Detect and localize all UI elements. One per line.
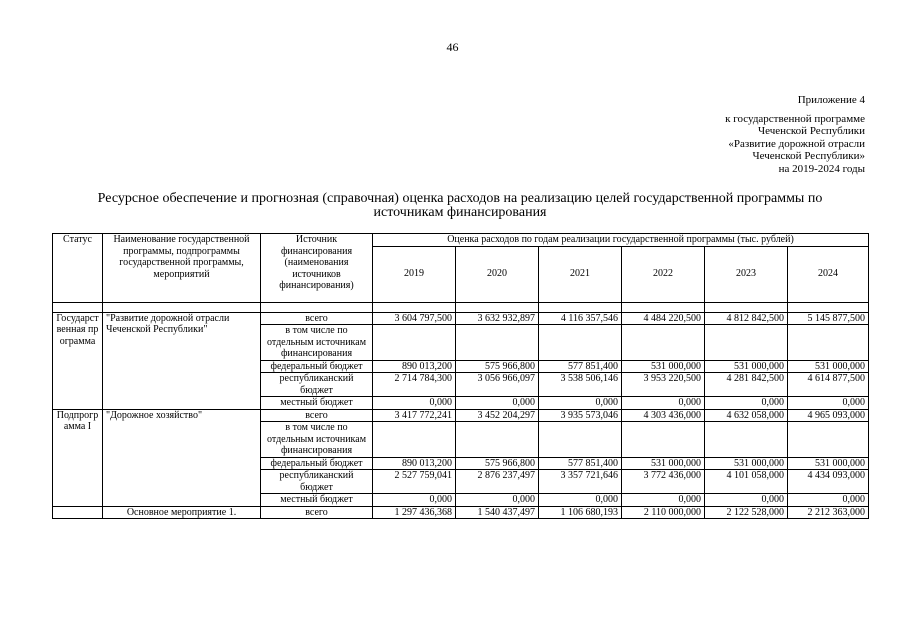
- value-cell: [456, 422, 539, 458]
- value-cell: 0,000: [373, 397, 456, 410]
- value-cell: 577 851,400: [539, 360, 622, 373]
- source-cell: республиканский бюджет: [261, 373, 373, 397]
- value-cell: 2 212 363,000: [788, 506, 869, 519]
- name-cell: Основное мероприятие 1.: [103, 506, 261, 519]
- value-cell: 531 000,000: [788, 457, 869, 470]
- header-source: Источник финансирования (наименования источников финансирования): [261, 234, 373, 303]
- name-cell: "Дорожное хозяйство": [103, 409, 261, 506]
- status-cell: Подпрограмма I: [53, 409, 103, 506]
- value-cell: [539, 325, 622, 361]
- value-cell: 4 812 842,500: [705, 312, 788, 325]
- header-year: 2020: [456, 246, 539, 302]
- value-cell: 0,000: [705, 397, 788, 410]
- value-cell: 4 614 877,500: [788, 373, 869, 397]
- value-cell: 575 966,800: [456, 360, 539, 373]
- value-cell: [373, 325, 456, 361]
- value-cell: 4 632 058,000: [705, 409, 788, 422]
- header-year: 2021: [539, 246, 622, 302]
- value-cell: 2 527 759,041: [373, 470, 456, 494]
- status-cell: [53, 506, 103, 519]
- header-year: 2019: [373, 246, 456, 302]
- document-title-line: источникам финансирования: [373, 205, 547, 220]
- appendix-line: «Развитие дорожной отрасли: [728, 137, 865, 150]
- value-cell: 0,000: [373, 494, 456, 507]
- spacer-row: [53, 302, 869, 312]
- value-cell: 0,000: [456, 397, 539, 410]
- value-cell: 531 000,000: [622, 457, 705, 470]
- value-cell: 4 101 058,000: [705, 470, 788, 494]
- value-cell: 3 452 204,297: [456, 409, 539, 422]
- value-cell: 0,000: [456, 494, 539, 507]
- table-row: [53, 312, 869, 325]
- value-cell: 577 851,400: [539, 457, 622, 470]
- value-cell: 3 935 573,046: [539, 409, 622, 422]
- value-cell: 2 110 000,000: [622, 506, 705, 519]
- value-cell: [788, 325, 869, 361]
- value-cell: [788, 422, 869, 458]
- value-cell: 5 145 877,500: [788, 312, 869, 325]
- source-cell: в том числе по отдельным источникам финансирования: [261, 422, 373, 458]
- value-cell: 1 106 680,193: [539, 506, 622, 519]
- value-cell: 4 281 842,500: [705, 373, 788, 397]
- document-title-line: Ресурсное обеспечение и прогнозная (справочная) оценка расходов на реализацию целей государственной программы по: [97, 191, 823, 206]
- value-cell: 0,000: [539, 494, 622, 507]
- value-cell: 4 303 436,000: [622, 409, 705, 422]
- value-cell: 0,000: [539, 397, 622, 410]
- value-cell: 2 122 528,000: [705, 506, 788, 519]
- value-cell: 0,000: [622, 397, 705, 410]
- value-cell: 3 417 772,241: [373, 409, 456, 422]
- value-cell: 4 434 093,000: [788, 470, 869, 494]
- value-cell: [622, 422, 705, 458]
- value-cell: 890 013,200: [373, 457, 456, 470]
- source-cell: всего: [261, 312, 373, 325]
- value-cell: 0,000: [788, 397, 869, 410]
- value-cell: 3 632 932,897: [456, 312, 539, 325]
- status-cell: Государственная программа: [53, 312, 103, 409]
- header-year: 2024: [788, 246, 869, 302]
- appendix-line: к государственной программе: [725, 112, 865, 125]
- value-cell: [373, 422, 456, 458]
- value-cell: 531 000,000: [705, 360, 788, 373]
- value-cell: 3 357 721,646: [539, 470, 622, 494]
- appendix-line: Чеченской Республики»: [752, 150, 865, 162]
- value-cell: 0,000: [788, 494, 869, 507]
- value-cell: [705, 422, 788, 458]
- header-name: Наименование государственной программы, подпрограммы государственной программы, мероприятий: [103, 234, 261, 303]
- value-cell: 1 297 436,368: [373, 506, 456, 519]
- source-cell: всего: [261, 506, 373, 519]
- value-cell: 3 604 797,500: [373, 312, 456, 325]
- value-cell: 4 116 357,546: [539, 312, 622, 325]
- source-cell: местный бюджет: [261, 494, 373, 507]
- header-status: Статус: [53, 234, 103, 303]
- value-cell: 0,000: [622, 494, 705, 507]
- value-cell: [539, 422, 622, 458]
- value-cell: 3 772 436,000: [622, 470, 705, 494]
- value-cell: 575 966,800: [456, 457, 539, 470]
- value-cell: 531 000,000: [622, 360, 705, 373]
- page-number: 46: [446, 40, 459, 54]
- header-estimate: Оценка расходов по годам реализации государственной программы (тыс. рублей): [373, 234, 869, 247]
- value-cell: 531 000,000: [705, 457, 788, 470]
- appendix-title: Приложение 4: [797, 94, 865, 106]
- appendix-line: Чеченской Республики: [757, 125, 865, 137]
- source-cell: в том числе по отдельным источникам финансирования: [261, 325, 373, 361]
- source-cell: всего: [261, 409, 373, 422]
- value-cell: 1 540 437,497: [456, 506, 539, 519]
- value-cell: 3 953 220,500: [622, 373, 705, 397]
- value-cell: [622, 325, 705, 361]
- value-cell: 2 714 784,300: [373, 373, 456, 397]
- value-cell: 4 965 093,000: [788, 409, 869, 422]
- value-cell: 0,000: [705, 494, 788, 507]
- table-row: [53, 409, 869, 422]
- value-cell: 531 000,000: [788, 360, 869, 373]
- appendix-line: на 2019-2024 годы: [778, 162, 865, 175]
- value-cell: 2 876 237,497: [456, 470, 539, 494]
- document-title: [60, 192, 860, 220]
- source-cell: федеральный бюджет: [261, 360, 373, 373]
- header-year: 2022: [622, 246, 705, 302]
- source-cell: федеральный бюджет: [261, 457, 373, 470]
- value-cell: 3 538 506,146: [539, 373, 622, 397]
- table-row: [53, 506, 869, 519]
- value-cell: 890 013,200: [373, 360, 456, 373]
- value-cell: 3 056 966,097: [456, 373, 539, 397]
- name-cell: "Развитие дорожной отрасли Чеченской Республики": [103, 312, 261, 409]
- value-cell: [705, 325, 788, 361]
- value-cell: [456, 325, 539, 361]
- resource-table: [52, 233, 869, 519]
- source-cell: республиканский бюджет: [261, 470, 373, 494]
- source-cell: местный бюджет: [261, 397, 373, 410]
- header-year: 2023: [705, 246, 788, 302]
- value-cell: 4 484 220,500: [622, 312, 705, 325]
- appendix-block: [725, 94, 865, 175]
